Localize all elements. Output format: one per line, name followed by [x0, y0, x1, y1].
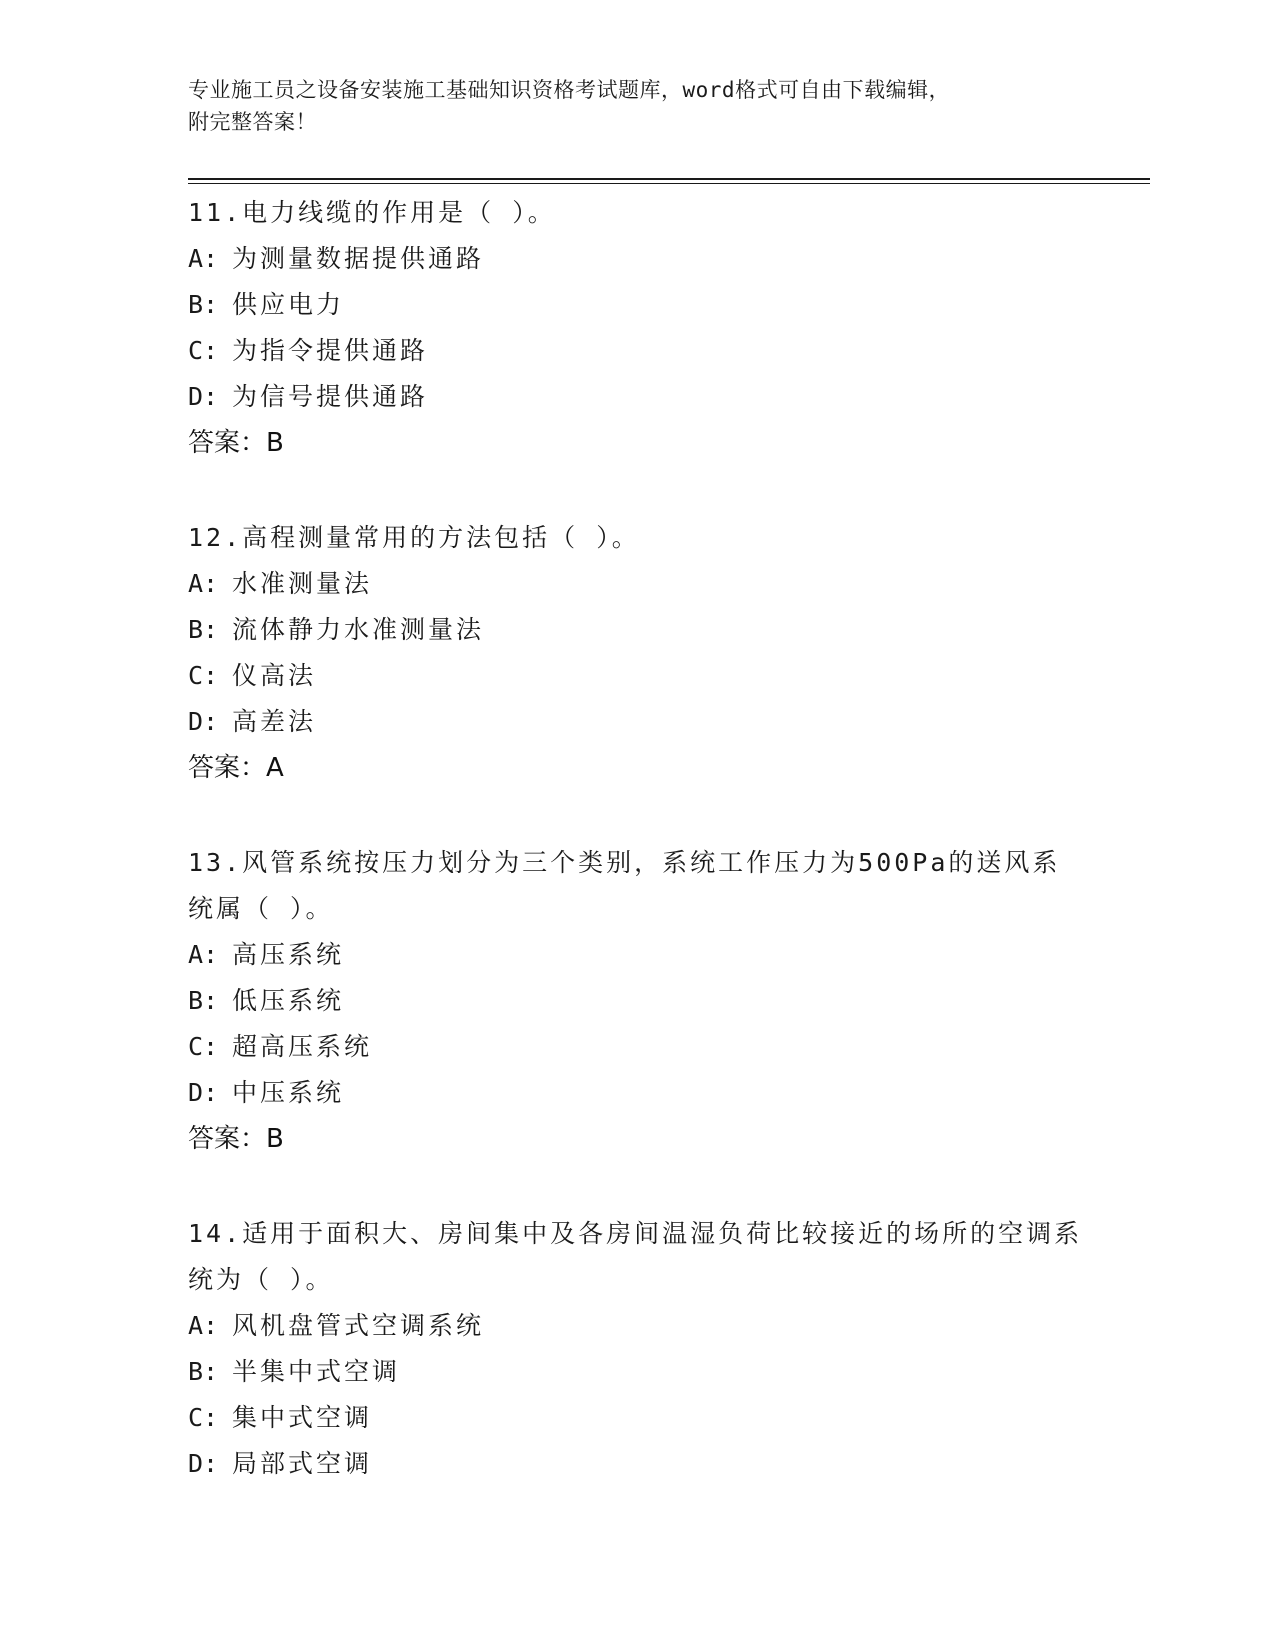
option-key: B: — [188, 1357, 219, 1386]
option-text: 水准测量法 — [232, 569, 373, 598]
header-divider-thick — [188, 178, 1150, 180]
option-key: B: — [188, 290, 219, 319]
option-key: D: — [188, 1078, 219, 1107]
option-key: B: — [188, 986, 219, 1015]
question-14 — [188, 1211, 1088, 1487]
option-text: 为指令提供通路 — [232, 336, 429, 365]
document-header — [188, 74, 1088, 138]
answer-line: 答案：B — [188, 1124, 284, 1154]
option-a — [188, 932, 1088, 978]
question-stem: 13.风管系统按压力划分为三个类别，系统工作压力为500Pa的送风系统属（ ）。 — [188, 848, 1061, 923]
option-text: 供应电力 — [232, 290, 345, 319]
option-key: C: — [188, 1032, 219, 1061]
option-b — [188, 282, 1088, 328]
option-text: 为测量数据提供通路 — [232, 244, 485, 273]
option-b — [188, 607, 1088, 653]
option-text: 半集中式空调 — [232, 1357, 401, 1386]
option-b — [188, 1349, 1088, 1395]
header-divider-thin — [188, 183, 1150, 184]
option-d — [188, 374, 1088, 420]
header-line-1: 专业施工员之设备安装施工基础知识资格考试题库，word格式可自由下载编辑， — [188, 78, 951, 102]
option-text: 高差法 — [232, 707, 317, 736]
question-13 — [188, 840, 1088, 1162]
option-key: C: — [188, 336, 219, 365]
option-text: 集中式空调 — [232, 1403, 373, 1432]
option-text: 为信号提供通路 — [232, 382, 429, 411]
option-key: D: — [188, 707, 219, 736]
question-list — [188, 190, 1088, 1536]
question-stem: 11.电力线缆的作用是（ ）。 — [188, 198, 556, 227]
answer-line: 答案：A — [188, 753, 284, 783]
option-d — [188, 1070, 1088, 1116]
question-stem: 14.适用于面积大、房间集中及各房间温湿负荷比较接近的场所的空调系统为（ ）。 — [188, 1219, 1083, 1294]
option-key: C: — [188, 1403, 219, 1432]
option-key: A: — [188, 1311, 219, 1340]
question-stem: 12.高程测量常用的方法包括（ ）。 — [188, 523, 640, 552]
option-a — [188, 1303, 1088, 1349]
question-11 — [188, 190, 1088, 466]
option-key: A: — [188, 569, 219, 598]
question-12 — [188, 515, 1088, 791]
header-line-2: 附完整答案！ — [188, 110, 317, 134]
option-text: 局部式空调 — [232, 1449, 373, 1478]
option-c — [188, 328, 1088, 374]
option-text: 中压系统 — [232, 1078, 345, 1107]
option-text: 高压系统 — [232, 940, 345, 969]
option-text: 超高压系统 — [232, 1032, 373, 1061]
option-key: A: — [188, 940, 219, 969]
option-key: A: — [188, 244, 219, 273]
option-text: 仪高法 — [232, 661, 317, 690]
option-b — [188, 978, 1088, 1024]
option-text: 风机盘管式空调系统 — [232, 1311, 485, 1340]
option-key: C: — [188, 661, 219, 690]
option-c — [188, 653, 1088, 699]
answer-line: 答案：B — [188, 428, 284, 458]
option-a — [188, 561, 1088, 607]
option-key: D: — [188, 1449, 219, 1478]
option-c — [188, 1395, 1088, 1441]
option-c — [188, 1024, 1088, 1070]
option-key: B: — [188, 615, 219, 644]
option-d — [188, 1441, 1088, 1487]
option-a — [188, 236, 1088, 282]
option-d — [188, 699, 1088, 745]
option-text: 流体静力水准测量法 — [232, 615, 485, 644]
option-key: D: — [188, 382, 219, 411]
option-text: 低压系统 — [232, 986, 345, 1015]
